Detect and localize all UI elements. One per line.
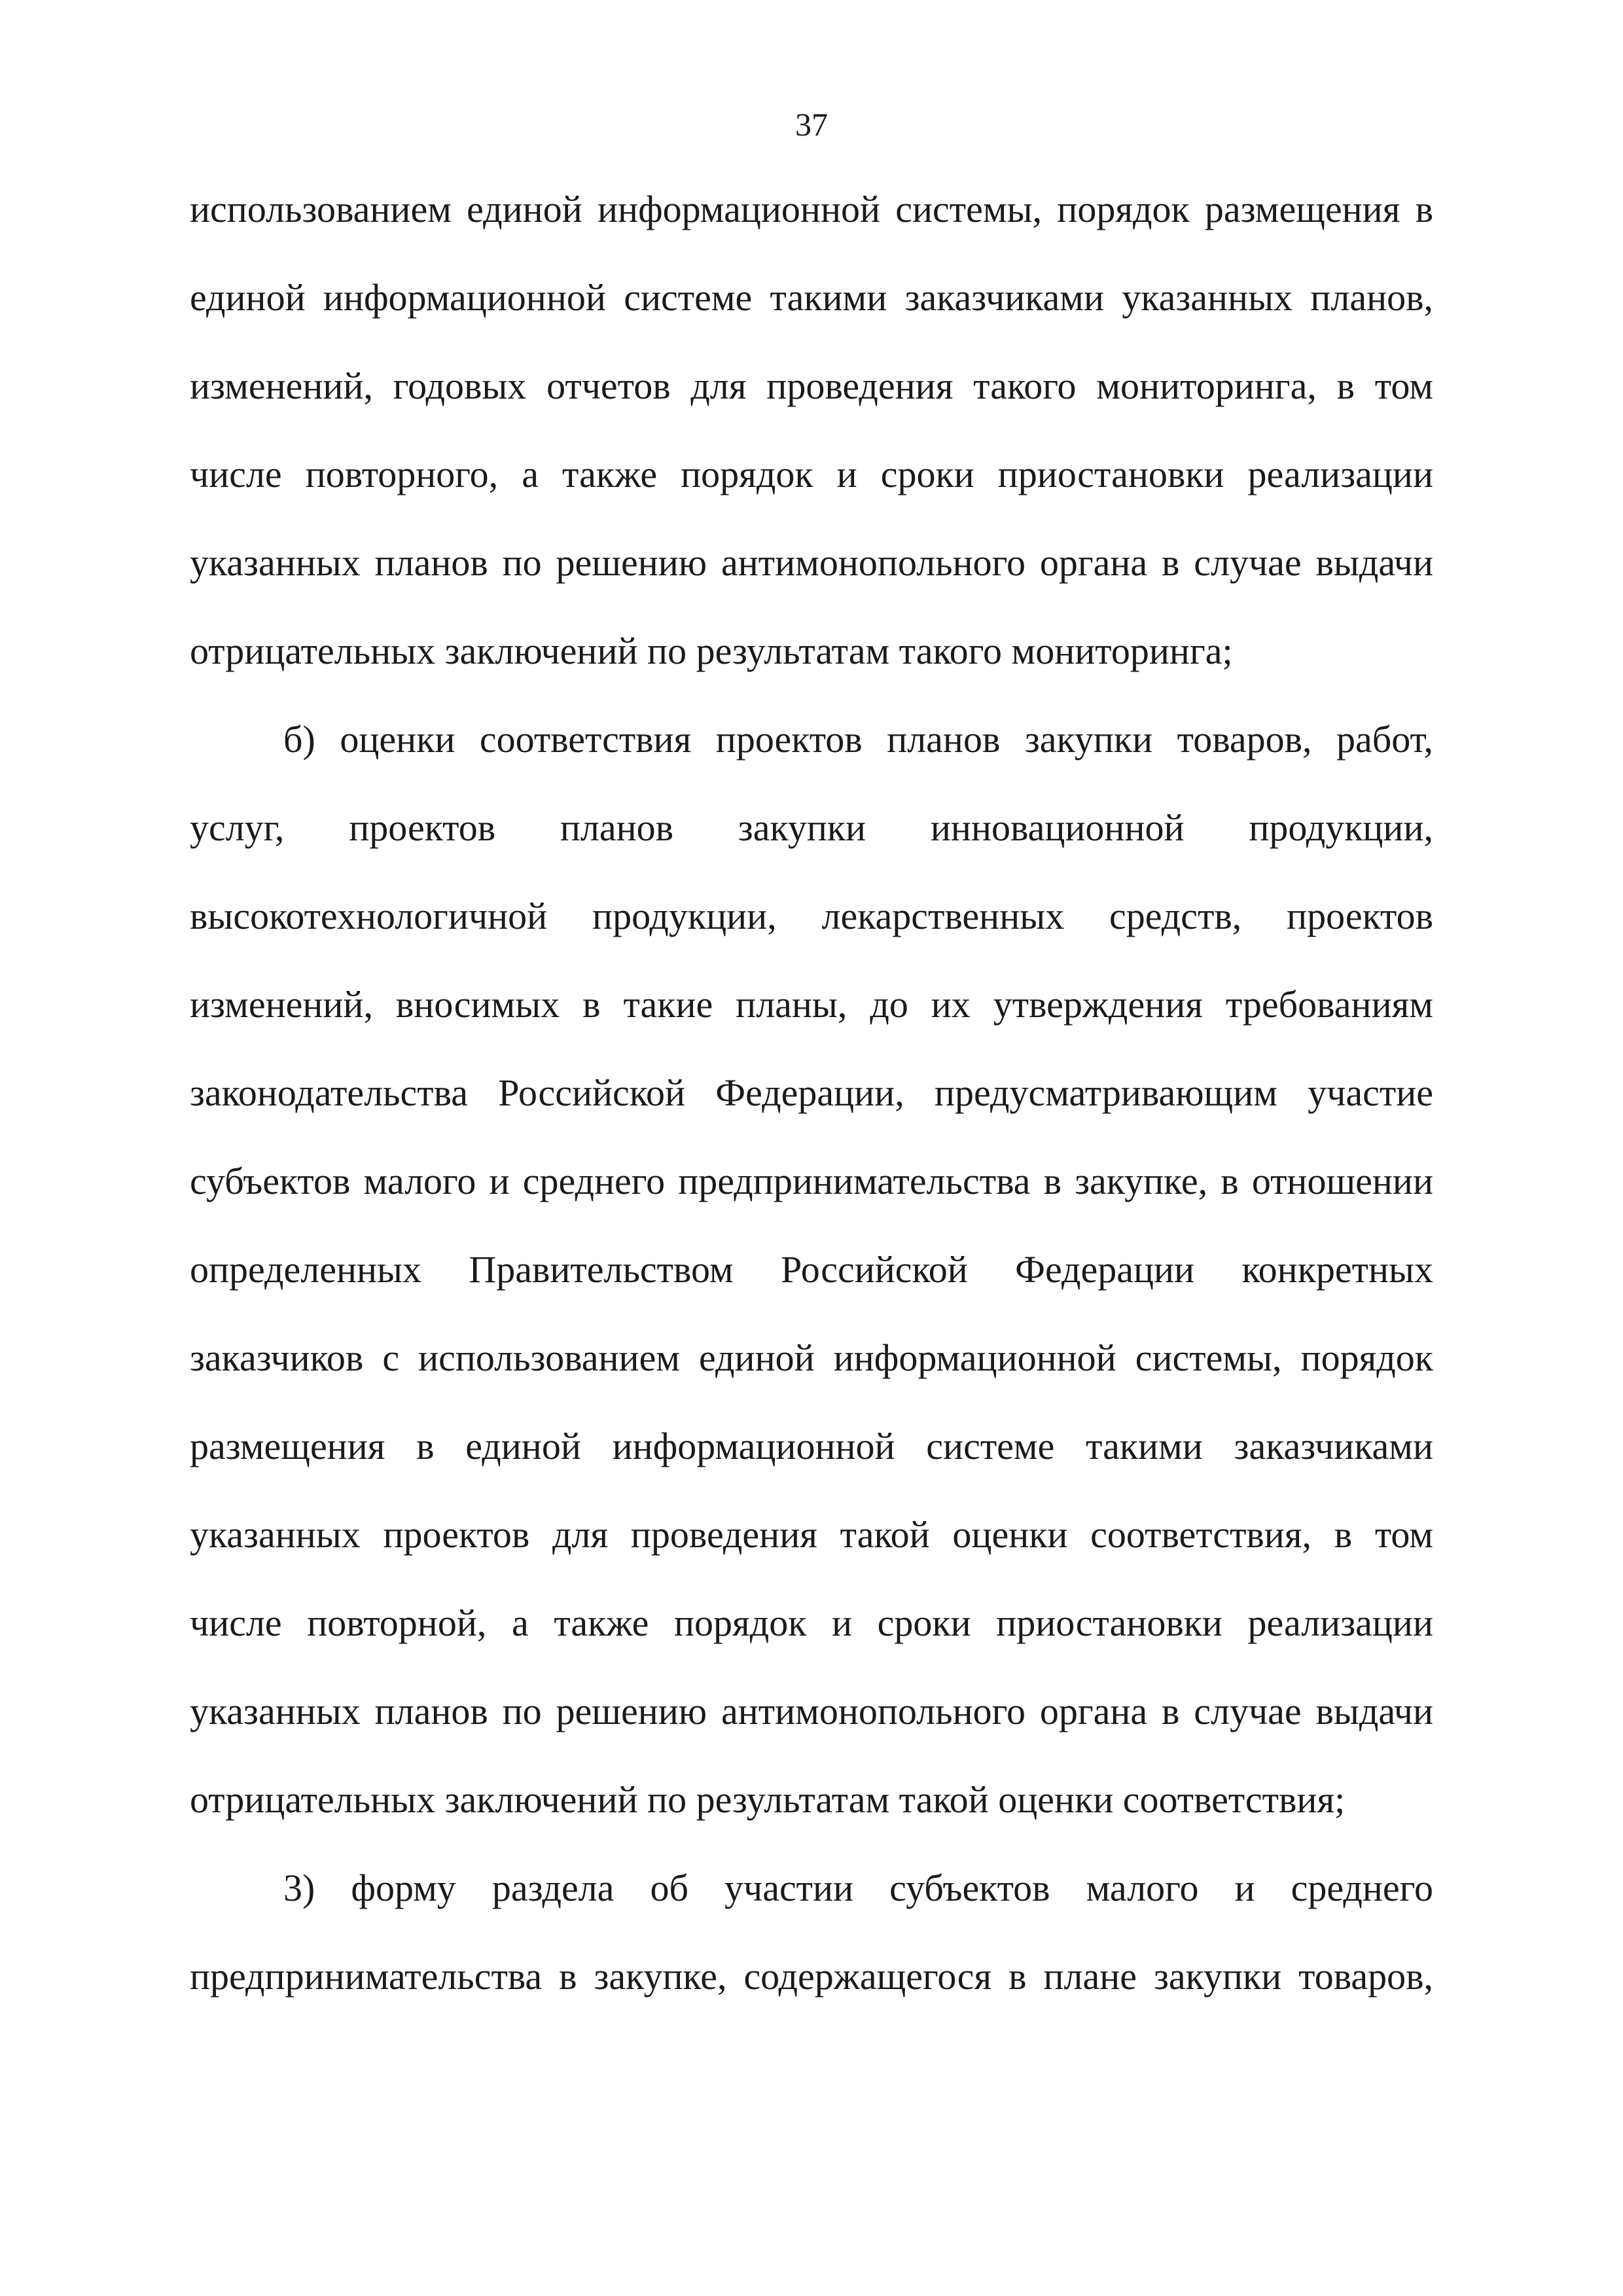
text-line: изменений, вносимых в такие планы, до их утверждения требованиям	[190, 983, 1433, 1026]
text-line: предпринимательства в закупке, содержащегося в плане закупки товаров,	[190, 1955, 1433, 1998]
text-line: субъектов малого и среднего предпринимательства в закупке, в отношении	[190, 1160, 1433, 1202]
text-line: законодательства Российской Федерации, предусматривающим участие	[190, 1071, 1433, 1114]
paragraph-start-line: 3) форму раздела об участии субъектов малого и среднего	[283, 1867, 1433, 1909]
text-line: числе повторной, а также порядок и сроки приостановки реализации	[190, 1602, 1433, 1644]
text-line: числе повторного, а также порядок и сроки приостановки реализации	[190, 453, 1433, 495]
text-line: указанных планов по решению антимонопольного органа в случае выдачи	[190, 1690, 1433, 1732]
text-line: изменений, годовых отчетов для проведения такого мониторинга, в том	[190, 365, 1433, 407]
text-line: размещения в единой информационной системе такими заказчиками	[190, 1425, 1433, 1467]
text-line: указанных проектов для проведения такой оценки соответствия, в том	[190, 1513, 1433, 1556]
text-line: определенных Правительством Российской Федерации конкретных	[190, 1248, 1433, 1291]
text-line: отрицательных заключений по результатам такого мониторинга;	[190, 630, 1233, 672]
page-number: 37	[795, 106, 828, 143]
text-line: указанных планов по решению антимонопольного органа в случае выдачи	[190, 541, 1433, 584]
paragraph-start-line: б) оценки соответствия проектов планов закупки товаров, работ,	[283, 718, 1433, 761]
text-line: заказчиков с использованием единой информационной системы, порядок	[190, 1336, 1433, 1379]
text-line: единой информационной системе такими заказчиками указанных планов,	[190, 276, 1433, 319]
text-line: отрицательных заключений по результатам такой оценки соответствия;	[190, 1778, 1346, 1821]
text-line: услуг, проектов планов закупки инновационной продукции,	[190, 806, 1433, 849]
text-line: использованием единой информационной системы, порядок размещения в	[190, 188, 1433, 230]
text-line: высокотехнологичной продукции, лекарственных средств, проектов	[190, 895, 1433, 937]
